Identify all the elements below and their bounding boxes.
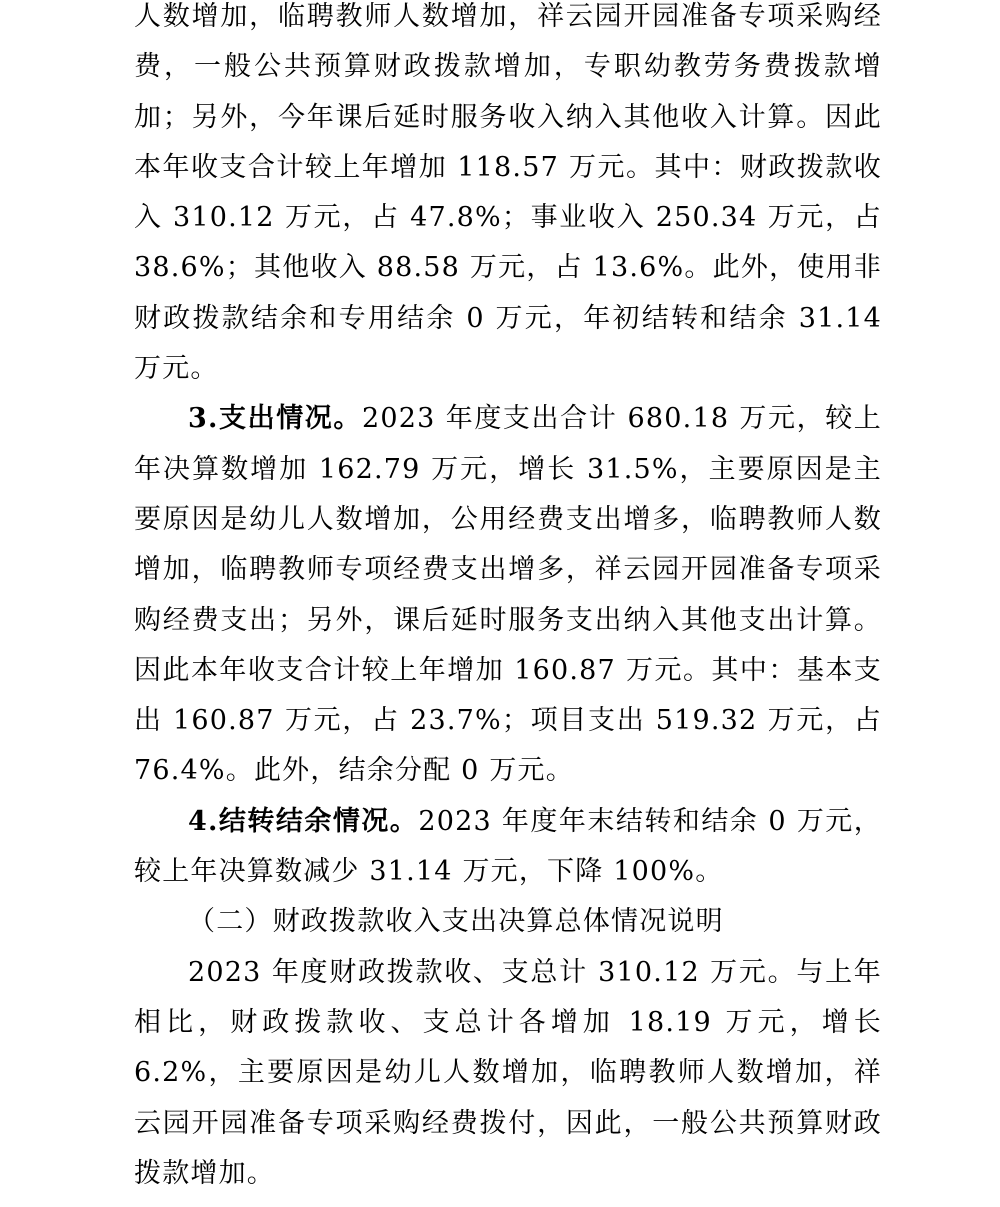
expenditure-section-heading: 3.支出情况。 bbox=[188, 403, 363, 435]
paragraph-expenditure bbox=[134, 394, 882, 796]
paragraph-text: 2023 年度财政拨款收、支总计 310.12 万元。与上年相比，财政拨款收、支总计各增加 18.19 万元，增长 6.2%，主要原因是幼儿人数增加，临聘教师人数增加，祥云园开园准备专项采购经费拨付，因此，一般公共预算财政拨款增加。 bbox=[134, 956, 882, 1189]
section-subheading bbox=[134, 897, 882, 947]
paragraph-text: 人数增加，临聘教师人数增加，祥云园开园准备专项采购经费，一般公共预算财政拨款增加，专职幼教劳务费拨款增加；另外，今年课后延时服务收入纳入其他收入计算。因此本年收支合计较上年增加 118.57 万元。其中：财政拨款收入 310.12 万元，占 47.8%；事业收入 250.34 万元，占 38.6%；其他收入 88.58 万元，占 13.6%。此外，使用非财政拨款结余和专用结余 0 万元，年初结转和结余 31.14 万元。 bbox=[134, 1, 882, 385]
paragraph-fiscal-allocation bbox=[134, 948, 882, 1199]
carryover-section-heading: 4.结转结余情况。 bbox=[188, 805, 419, 837]
paragraph-carryover bbox=[134, 797, 882, 898]
paragraph-text: 2023 年度支出合计 680.18 万元，较上年决算数增加 162.79 万元，增长 31.5%，主要原因是主要原因是幼儿人数增加，公用经费支出增多，临聘教师人数增加，临聘教师专项经费支出增多，祥云园开园准备专项采购经费支出；另外，课后延时服务支出纳入其他支出计算。因此本年收支合计较上年增加 160.87 万元。其中：基本支出 160.87 万元，占 23.7%；项目支出 519.32 万元，占 76.4%。此外，结余分配 0 万元。 bbox=[134, 403, 882, 787]
paragraph-text: 2023 年度年末结转和结余 0 万元，较上年决算数减少 31.14 万元，下降 100%。 bbox=[134, 805, 882, 888]
subheading-text: （二）财政拨款收入支出决算总体情况说明 bbox=[188, 906, 724, 938]
paragraph-income-summary bbox=[134, 0, 882, 394]
